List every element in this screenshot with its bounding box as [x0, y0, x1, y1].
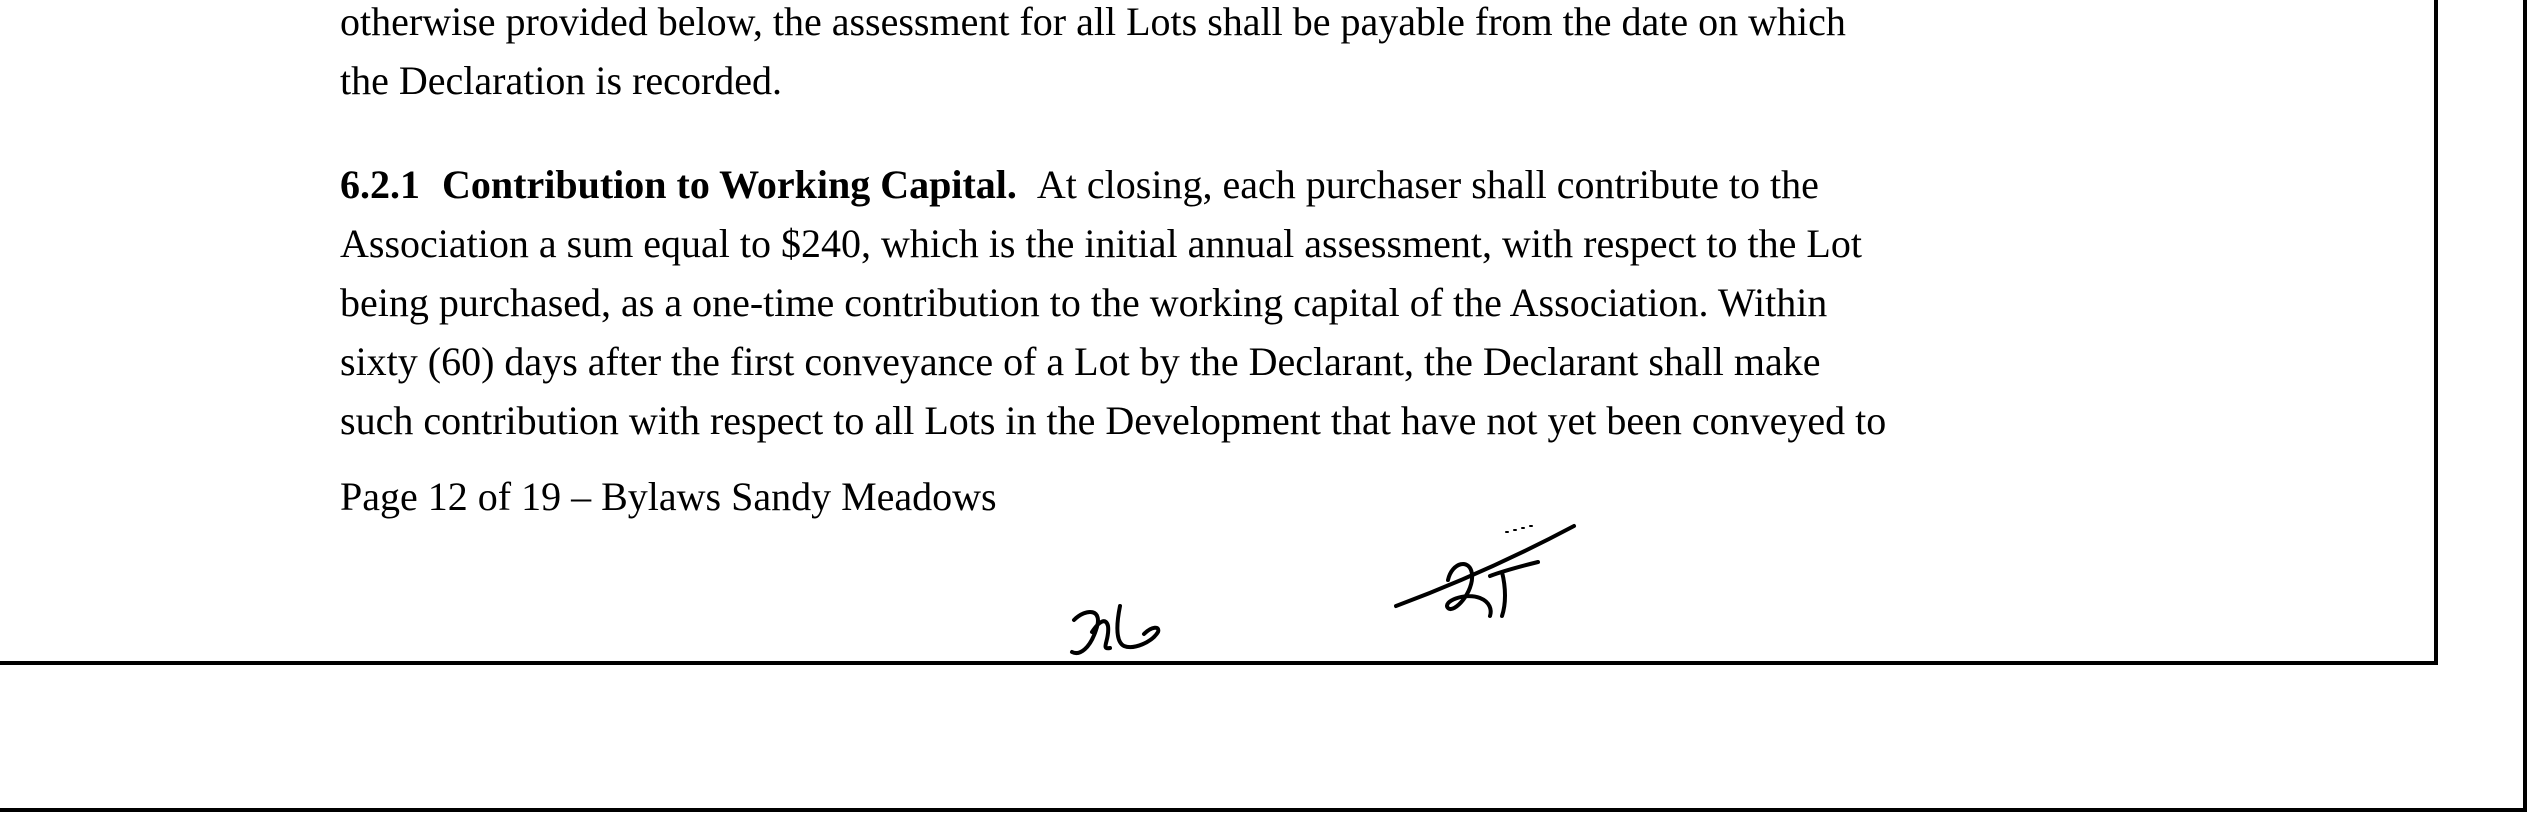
- handwritten-initials-left: [1060, 590, 1180, 670]
- section-number: 6.2.1: [340, 162, 420, 207]
- section-line-5: such contribution with respect to all Lots in the Development that have not yet been conveyed to: [340, 398, 1887, 443]
- intro-line-2: the Declaration is recorded.: [340, 58, 783, 103]
- handwritten-initials-right: [1390, 518, 1580, 628]
- section-heading-line: [340, 155, 2400, 214]
- page-footer: Page 12 of 19 – Bylaws Sandy Meadows: [340, 474, 997, 519]
- intro-line-1: otherwise provided below, the assessment for all Lots shall be payable from the date on which: [340, 0, 1846, 44]
- section-line-1: At closing, each purchaser shall contribute to the: [1036, 162, 1819, 207]
- section-6-2-1: [340, 155, 2400, 450]
- section-line-4: sixty (60) days after the first conveyance of a Lot by the Declarant, the Declarant shall make: [340, 339, 1821, 384]
- section-line-2: Association a sum equal to $240, which is the initial annual assessment, with respect to the Lot: [340, 221, 1862, 266]
- intro-paragraph: [340, 0, 2400, 110]
- section-line-3: being purchased, as a one-time contribution to the working capital of the Association. Within: [340, 280, 1828, 325]
- section-title: Contribution to Working Capital.: [442, 162, 1017, 207]
